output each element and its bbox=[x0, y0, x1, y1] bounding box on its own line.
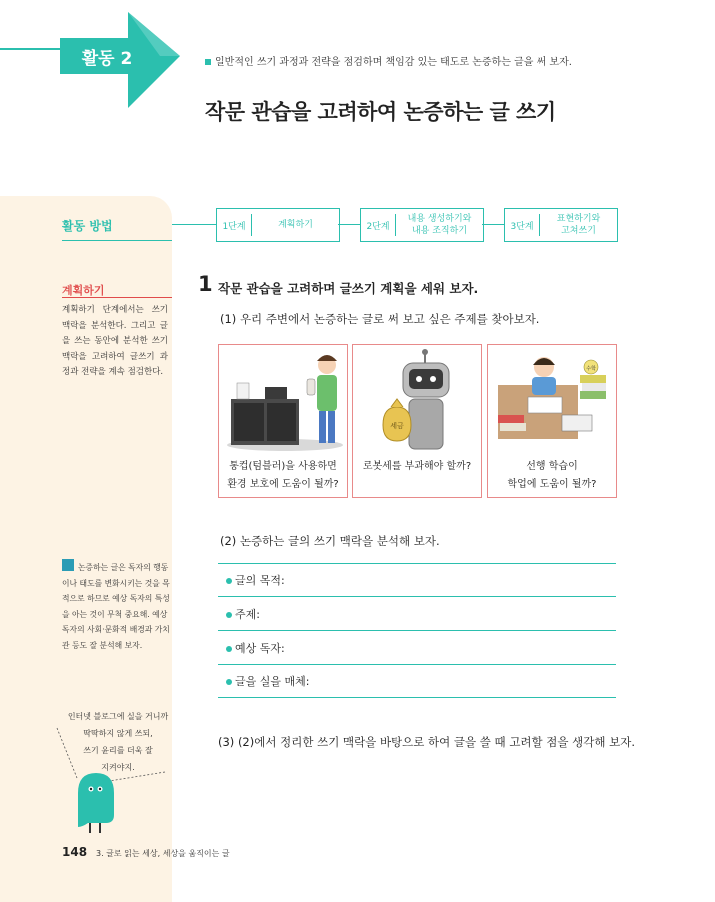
method-label: 활동 방법 bbox=[62, 219, 113, 233]
chapter-title: 3. 글로 읽는 세상, 세상을 움직이는 글 bbox=[96, 849, 230, 858]
context-row-media bbox=[226, 673, 309, 689]
bubble-line: 인터넷 블로그에 실을 거니까 bbox=[67, 712, 169, 721]
step-2 bbox=[360, 208, 484, 242]
row-rule bbox=[218, 697, 616, 698]
row-rule bbox=[218, 563, 616, 564]
step-name-line: 내용 조직하기 bbox=[411, 226, 468, 236]
question-text: 작문 관습을 고려하며 글쓰기 계획을 세워 보자. bbox=[218, 281, 479, 296]
topic-card-robot-tax bbox=[352, 344, 482, 498]
row-label: 글을 실을 매체: bbox=[235, 675, 310, 688]
study-illustration-icon bbox=[488, 345, 616, 457]
planning-heading: 계획하기 bbox=[62, 284, 105, 297]
step-number: 2단계 bbox=[366, 221, 390, 232]
planning-body: 계획하기 단계에서는 쓰기 맥락을 분석한다. 그리고 글을 쓰는 동안에 분석한 쓰기 맥락을 고려하여 글쓰기 과정과 전략을 계속 점검한다. bbox=[62, 305, 168, 377]
step-name bbox=[252, 219, 339, 231]
step-number: 1단계 bbox=[222, 221, 246, 232]
square-bullet-icon bbox=[205, 59, 211, 65]
sub-question-1: (1) 우리 주변에서 논증하는 글로 써 보고 싶은 주제를 찾아보자. bbox=[220, 312, 540, 326]
card-caption bbox=[219, 458, 347, 494]
bubble-line: 쓰기 윤리를 더욱 잘 bbox=[83, 746, 153, 755]
step-name-line: 내용 생성하기와 bbox=[407, 214, 472, 224]
row-label: 예상 독자: bbox=[235, 642, 285, 655]
card-caption bbox=[353, 458, 481, 476]
row-rule bbox=[218, 596, 616, 597]
row-rule bbox=[218, 664, 616, 665]
step-connector bbox=[338, 224, 360, 225]
goal-text: 일반적인 쓰기 과정과 전략을 점검하며 책임감 있는 태도로 논증하는 글을 써 보자. bbox=[215, 57, 572, 68]
caption-line: 통컵(텀블러)을 사용하면 bbox=[229, 461, 337, 472]
step-3 bbox=[504, 208, 618, 242]
robot-illustration-icon bbox=[353, 345, 481, 457]
header-rule bbox=[0, 48, 62, 50]
activity-goal bbox=[205, 53, 572, 68]
step-connector bbox=[482, 224, 504, 225]
page-number: 148 bbox=[62, 845, 88, 859]
step-number: 3단계 bbox=[510, 221, 534, 232]
sub-question-3: (3) (2)에서 정리한 쓰기 맥락을 바탕으로 하여 글을 쓸 때 고려할 점을 생각해 보자. bbox=[218, 735, 636, 749]
planning-rule bbox=[62, 297, 172, 298]
step-name-line: 표현하기와 bbox=[556, 214, 601, 224]
caption-line: 환경 보호에 도움이 될까? bbox=[227, 479, 339, 490]
dot-bullet-icon bbox=[226, 578, 232, 584]
page-title: 작문 관습을 고려하여 논증하는 글 쓰기 bbox=[205, 100, 556, 124]
card-caption bbox=[488, 458, 616, 494]
mascot-icon bbox=[62, 765, 132, 835]
sub-question-2: (2) 논증하는 글의 쓰기 맥락을 분석해 보자. bbox=[220, 534, 440, 548]
context-row-purpose bbox=[226, 572, 285, 588]
dot-bullet-icon bbox=[226, 679, 232, 685]
note-body: 논증하는 글은 독자의 행동이나 태도를 변화시키는 것을 목적으로 하므로 예상 독자의 특성을 아는 것이 무척 중요해. 예상 독자의 사회·문화적 배경과 가치관 등도 잘 분석해 보자. bbox=[62, 563, 170, 650]
bag-label: 세금 bbox=[390, 422, 404, 430]
step-name-line: 고쳐쓰기 bbox=[561, 226, 596, 236]
step-name bbox=[540, 213, 617, 237]
caption-line: 선행 학습이 bbox=[526, 461, 578, 472]
row-label: 주제: bbox=[235, 608, 260, 621]
context-row-topic bbox=[226, 606, 260, 622]
step-connector bbox=[172, 224, 216, 225]
row-rule bbox=[218, 630, 616, 631]
book-label: 수학 bbox=[586, 366, 596, 372]
dot-bullet-icon bbox=[226, 646, 232, 652]
method-rule bbox=[62, 240, 172, 241]
bubble-line: 딱딱하지 않게 쓰되, bbox=[83, 729, 153, 738]
caption-line: 로봇세를 부과해야 할까? bbox=[362, 461, 472, 472]
question-number: 1 bbox=[198, 272, 213, 296]
row-label: 글의 목적: bbox=[235, 574, 285, 587]
step-1 bbox=[216, 208, 340, 242]
bubble-line: 지켜야지. bbox=[101, 763, 135, 772]
tumbler-illustration-icon bbox=[219, 345, 347, 457]
activity-label: 활동 2 bbox=[81, 48, 133, 69]
context-row-reader bbox=[226, 640, 285, 656]
step-name bbox=[396, 213, 483, 237]
topic-card-prior-learning bbox=[487, 344, 617, 498]
step-name-line: 계획하기 bbox=[278, 220, 313, 230]
caption-line: 학업에 도움이 될까? bbox=[507, 479, 597, 490]
dot-bullet-icon bbox=[226, 612, 232, 618]
topic-card-tumbler bbox=[218, 344, 348, 498]
